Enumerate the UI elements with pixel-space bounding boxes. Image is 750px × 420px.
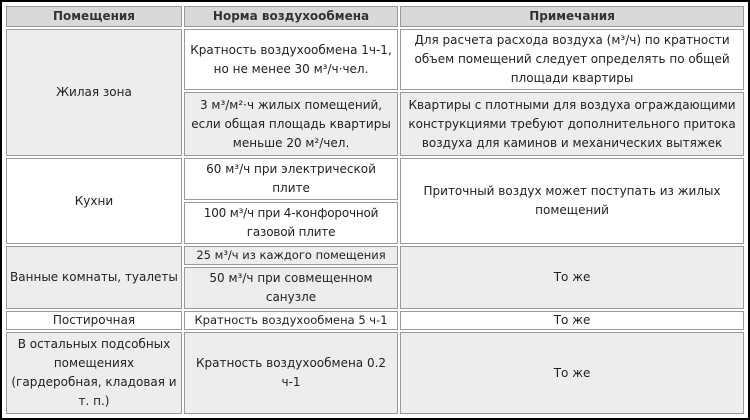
norm-bath-2: 50 м³/ч при совмещенном санузле [184, 267, 398, 309]
norm-living-1: Кратность воздухообмена 1ч-1, но не менее 30 м³/ч·чел. [184, 29, 398, 90]
table-header-row [6, 6, 744, 27]
norm-kitchen-2: 100 м³/ч при 4-конфорочной газовой плите [184, 202, 398, 244]
norm-other: Кратность воздухообмена 0.2 ч-1 [184, 332, 398, 414]
header-norm: Норма воздухообмена [184, 6, 398, 27]
note-other: То же [400, 332, 744, 414]
norm-bath-1: 25 м³/ч из каждого помещения [184, 246, 398, 265]
norm-living-2: 3 м³/м²·ч жилых помещений, если общая площадь квартиры меньше 20 м²/чел. [184, 92, 398, 156]
note-bath: То же [400, 246, 744, 309]
header-rooms: Помещения [6, 6, 182, 27]
room-kitchen: Кухни [6, 158, 182, 244]
room-laundry: Постирочная [6, 311, 182, 330]
table-row [6, 311, 744, 330]
table-row [6, 158, 744, 200]
note-living-1: Для расчета расхода воздуха (м³/ч) по кратности объем помещений следует определять по общей площади квартиры [400, 29, 744, 90]
note-living-2: Квартиры с плотными для воздуха ограждающими конструкциями требуют дополнительного притока воздуха для каминов и механических вытяжек [400, 92, 744, 156]
note-laundry: То же [400, 311, 744, 330]
header-notes: Примечания [400, 6, 744, 27]
table-row [6, 246, 744, 265]
table-row [6, 29, 744, 90]
table-row [6, 332, 744, 414]
room-other: В остальных подсобных помещениях (гардеробная, кладовая и т. п.) [6, 332, 182, 414]
note-kitchen: Приточный воздух может поступать из жилых помещений [400, 158, 744, 244]
room-living: Жилая зона [6, 29, 182, 156]
norm-laundry: Кратность воздухообмена 5 ч-1 [184, 311, 398, 330]
air-exchange-table [4, 4, 746, 416]
norm-kitchen-1: 60 м³/ч при электрической плите [184, 158, 398, 200]
room-bath: Ванные комнаты, туалеты [6, 246, 182, 309]
